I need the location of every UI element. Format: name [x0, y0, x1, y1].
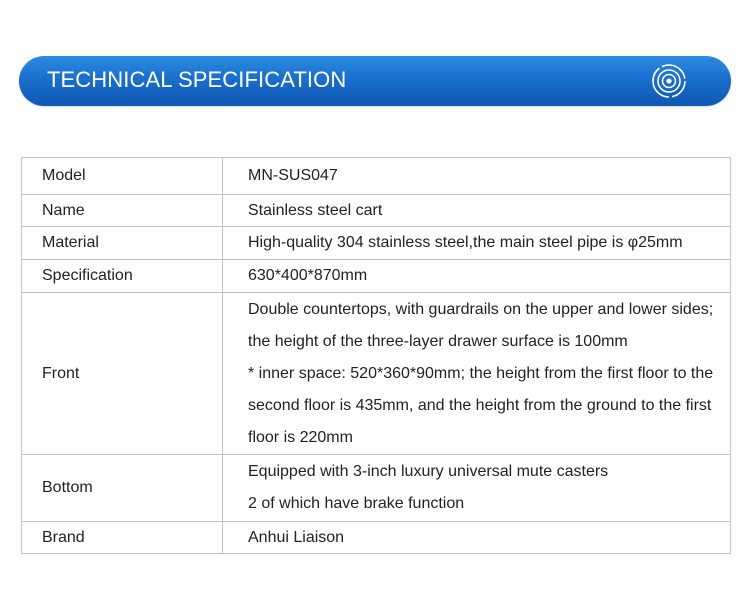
- concentric-circles-icon: [651, 63, 687, 99]
- spec-value-line: Anhui Liaison: [248, 528, 345, 546]
- spec-row-model: [22, 158, 731, 195]
- spec-label: Name: [22, 195, 223, 227]
- spec-value-line: 630*400*870mm: [248, 267, 368, 284]
- spec-value: [223, 455, 731, 522]
- spec-value: [223, 195, 731, 227]
- spec-value-line: Double countertops, with guardrails on the upper and lower sides;: [248, 300, 714, 318]
- spec-value: [223, 227, 731, 260]
- spec-label: Front: [22, 293, 223, 455]
- spec-label: Bottom: [22, 455, 223, 522]
- spec-label: Material: [22, 227, 223, 260]
- spec-value-line: the height of the three-layer drawer surface is 100mm: [248, 332, 628, 350]
- spec-label: Brand: [22, 522, 223, 554]
- spec-row-bottom: [22, 455, 731, 522]
- spec-value-line: Equipped with 3-inch luxury universal mute casters: [248, 463, 609, 480]
- spec-row-name: [22, 195, 731, 227]
- spec-row-material: [22, 227, 731, 260]
- spec-label: Model: [22, 158, 223, 195]
- spec-row-front: [22, 293, 731, 455]
- spec-value-line: High-quality 304 stainless steel,the main steel pipe is φ25mm: [248, 234, 683, 251]
- spec-value: [223, 522, 731, 554]
- spec-value-line: * inner space: 520*360*90mm; the height from the first floor to the: [248, 364, 714, 382]
- spec-value-line: MN-SUS047: [248, 167, 338, 184]
- spec-value: [223, 260, 731, 293]
- section-header-banner: [19, 56, 731, 106]
- spec-value-line: floor is 220mm: [248, 428, 353, 446]
- spec-value: [223, 158, 731, 195]
- spec-row-brand: [22, 522, 731, 554]
- spec-value-line: 2 of which have brake function: [248, 495, 465, 512]
- spec-label: Specification: [22, 260, 223, 293]
- spec-row-specification: [22, 260, 731, 293]
- spec-value-line: second floor is 435mm, and the height from the ground to the first: [248, 396, 712, 414]
- spec-value: [223, 293, 731, 455]
- spec-value-line: Stainless steel cart: [248, 201, 383, 219]
- specification-table: [21, 157, 731, 554]
- section-title: TECHNICAL SPECIFICATION: [47, 67, 347, 92]
